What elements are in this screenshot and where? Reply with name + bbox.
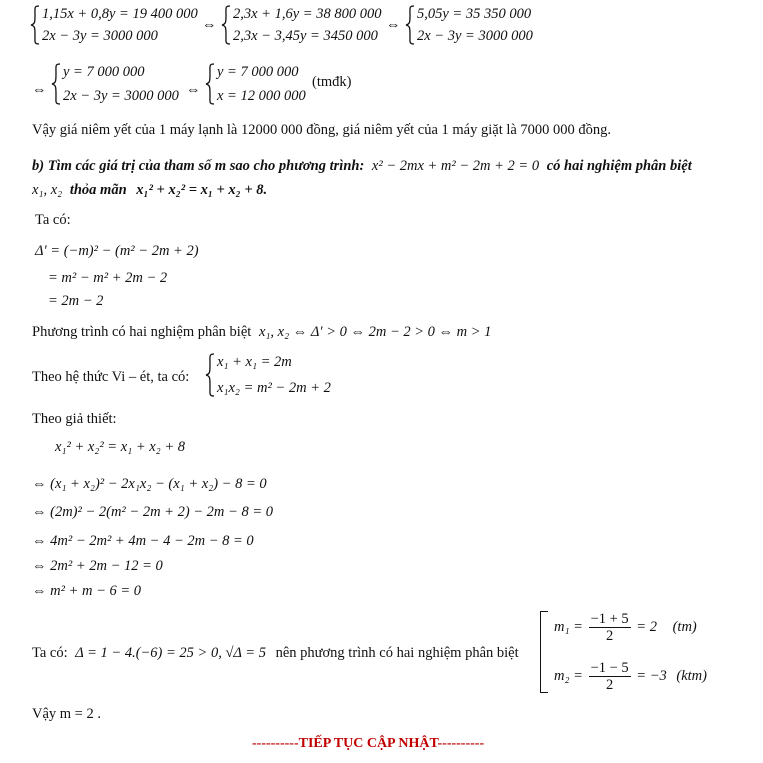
vieta-text: Theo hệ thức Vi – ét, ta có: xyxy=(32,369,190,385)
sys-row: x₁x₂ = m² − 2m + 2 xyxy=(217,380,331,396)
left-brace-icon xyxy=(405,5,415,45)
root-1-fraction: $\frac{-1 + 5}{2}$ xyxy=(590,611,629,644)
left-brace-icon xyxy=(221,5,231,45)
system-top-2 xyxy=(221,5,381,45)
footer-update-note: ----------TIẾP TỤC CẬP NHẬT---------- xyxy=(252,736,485,751)
gt-line-1: ⇔ (x₁ + x₂)² − 2x₁x₂ − (x₁ + x₂) − 8 = 0 xyxy=(32,476,267,492)
gt-line-3: ⇔ 4m² − 2m² + 4m − 4 − 2m − 8 = 0 xyxy=(32,533,254,549)
sys-row: 1,15x + 0,8y = 19 400 000 xyxy=(42,6,198,22)
part-b-heading-line2 xyxy=(32,181,267,199)
gt-line-2: ⇔ (2m)² − 2(m² − 2m + 2) − 2m − 8 = 0 xyxy=(32,504,273,520)
part-b-tail: có hai nghiệm phân biệt xyxy=(546,158,692,174)
part-b-text: b) Tìm các giá trị của tham số m sao cho phương trình: xyxy=(32,158,365,174)
equiv-symbol: ⇔ xyxy=(202,17,217,33)
equiv-symbol: ⇔ xyxy=(32,82,47,98)
delta2-tail: nên phương trình có hai nghiệm phân biệt xyxy=(275,645,519,661)
sys-row: 2x − 3y = 3000 000 xyxy=(417,28,533,44)
left-brace-icon xyxy=(205,353,215,397)
delta-line-1: Δ′ = (−m)² − (m² − 2m + 2) xyxy=(35,243,199,259)
condition-text: Phương trình có hai nghiệm phân biệt xyxy=(32,324,252,340)
sys-row: 5,05y = 35 350 000 xyxy=(417,6,532,22)
sys-row: y = 7 000 000 xyxy=(63,64,145,80)
sys-row: x = 12 000 000 xyxy=(217,88,306,104)
system-top-3 xyxy=(405,5,533,45)
root-2-fraction: $\frac{-1 - 5}{2}$ xyxy=(590,660,629,693)
part-b-thoaman: thỏa mãn xyxy=(69,182,127,198)
gt-line-4: ⇔ 2m² + 2m − 12 = 0 xyxy=(32,558,163,574)
root-1: m₁ = $\frac{-1 + 5}{2}$ = 2 (tm) xyxy=(554,611,697,644)
final-answer: Vậy m = 2 . xyxy=(32,706,101,722)
part-b-condition-eq: x₁² + x₂² = x₁ + x₂ + 8. xyxy=(136,182,268,198)
root-2-tag: (ktm) xyxy=(676,667,707,684)
conclusion-a: Vậy giá niêm yết của 1 máy lạnh là 12000 000 đồng, giá niêm yết của 1 máy giặt là 7000 000 đồng. xyxy=(32,122,612,138)
left-bracket-icon xyxy=(540,611,548,693)
condition-eq: x₁, x₂ ⇔ Δ′ > 0 ⇔ 2m − 2 > 0 ⇔ m > 1 xyxy=(258,324,492,340)
sys-row: 2,3x − 3,45y = 3450 000 xyxy=(233,28,378,44)
delta2-line xyxy=(32,644,519,662)
part-b-equation: x² − 2mx + m² − 2m + 2 = 0 xyxy=(371,158,540,174)
sys-row: x₁ + x₁ = 2m xyxy=(217,354,292,370)
left-brace-icon xyxy=(51,63,61,105)
system-mid-1 xyxy=(51,63,179,105)
gt-text: Theo giả thiết: xyxy=(32,411,117,427)
left-brace-icon xyxy=(30,5,40,45)
root-1-tag: (tm) xyxy=(672,618,697,635)
condition-line xyxy=(32,323,491,341)
delta-line-3: = 2m − 2 xyxy=(48,293,104,309)
delta2-label: Ta có: xyxy=(32,645,68,661)
system-mid-2 xyxy=(205,63,306,105)
system-top-1 xyxy=(30,5,198,45)
equiv-symbol: ⇔ xyxy=(386,17,401,33)
equiv-symbol: ⇔ xyxy=(186,82,201,98)
sys-row: 2,3x + 1,6y = 38 800 000 xyxy=(233,6,382,22)
sys-row: 2x − 3y = 3000 000 xyxy=(42,28,158,44)
root-2: m₂ = $\frac{-1 - 5}{2}$ = −3 (ktm) xyxy=(554,660,707,693)
sys-row: y = 7 000 000 xyxy=(217,64,299,80)
delta2-eq: Δ = 1 − 4.(−6) = 25 > 0, √Δ = 5 xyxy=(75,645,266,661)
left-brace-icon xyxy=(205,63,215,105)
delta-line-2: = m² − m² + 2m − 2 xyxy=(48,270,168,286)
vieta-system xyxy=(205,353,331,397)
tmdk-note: (tmđk) xyxy=(312,74,352,90)
roots-system xyxy=(540,611,707,693)
sys-row: 2x − 3y = 3000 000 xyxy=(63,88,179,104)
part-b-roots: x₁, x₂ xyxy=(32,182,63,198)
gt-line-0: x₁² + x₂² = x₁ + x₂ + 8 xyxy=(55,439,185,455)
gt-line-5: ⇔ m² + m − 6 = 0 xyxy=(32,583,142,599)
part-b-heading-line1 xyxy=(32,157,692,175)
ta-co-label: Ta có: xyxy=(35,212,71,228)
